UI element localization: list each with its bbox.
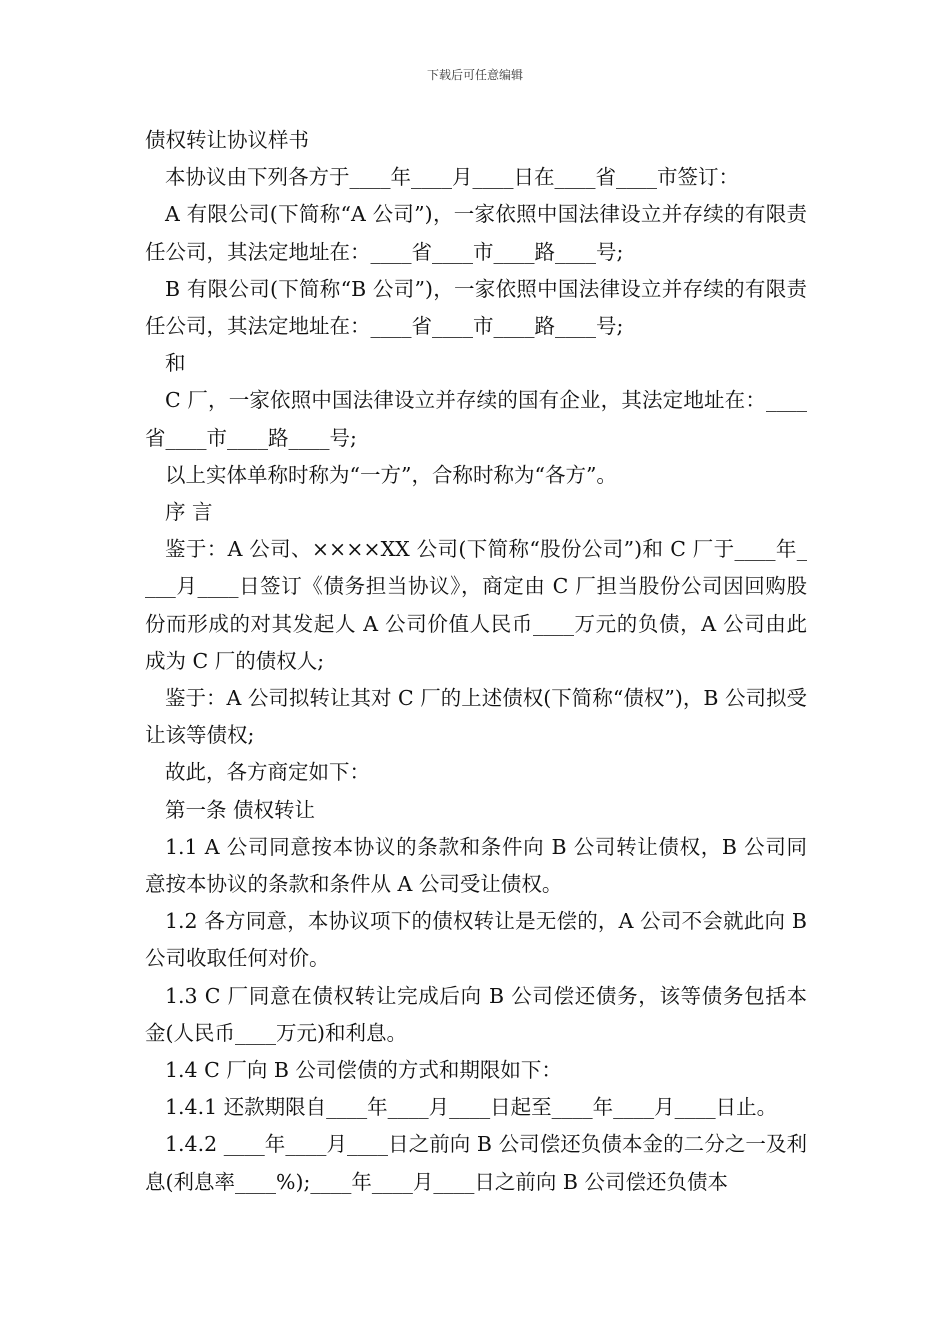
clause-1-4: 1.4 C 厂向 B 公司偿债的方式和期限如下：	[165, 1058, 562, 1083]
paragraph-party-c: C 厂，一家依照中国法律设立并存续的国有企业，其法定地址在：____省____市____路____号;	[145, 388, 807, 450]
document-title: 债权转让协议样书	[145, 128, 309, 152]
paragraph-whereas-1: 鉴于：A 公司、××××XX 公司(下简称“股份公司”)和 C 厂于____年____月____日签订《债务担当协议》，商定由 C 厂担当股份公司因回购股份而形成的对其发起人 A 公司价值人民币____万元的负债，A 公司由此成为 C 厂的债权人;	[145, 537, 807, 673]
paragraph-definitions: 以上实体单称时称为“一方”，合称时称为“各方”。	[165, 462, 617, 487]
document-body	[145, 122, 807, 1201]
page-header: 下载后可任意编辑	[426, 68, 523, 82]
paragraph-and: 和	[165, 351, 186, 376]
clause-1-2: 1.2 各方同意，本协议项下的债权转让是无偿的，A 公司不会就此向 B 公司收取任何对价。	[145, 909, 807, 971]
article-1-heading: 第一条 债权转让	[165, 797, 316, 822]
paragraph-party-b: B 有限公司(下简称“B 公司”)，一家依照中国法律设立并存续的有限责任公司，其法定地址在：____省____市____路____号;	[145, 276, 807, 339]
preamble-heading: 序 言	[165, 500, 213, 525]
clause-1-4-1: 1.4.1 还款期限自____年____月____日起至____年____月____日止。	[165, 1095, 778, 1120]
clause-1-3: 1.3 C 厂同意在债权转让完成后向 B 公司偿还债务，该等债务包括本金(人民币____万元)和利息。	[145, 983, 807, 1045]
paragraph-party-a: A 有限公司(下简称“A 公司”)，一家依照中国法律设立并存续的有限责任公司，其法定地址在：____省____市____路____号;	[145, 202, 807, 264]
clause-1-1: 1.1 A 公司同意按本协议的条款和条件向 B 公司转让债权，B 公司同意按本协议的条款和条件从 A 公司受让债权。	[145, 834, 807, 897]
clause-1-4-2: 1.4.2 ____年____月____日之前向 B 公司偿还负债本金的二分之一及利息(利息率____%);____年____月____日之前向 B 公司偿还负债本	[145, 1132, 807, 1194]
paragraph-whereas-2: 鉴于：A 公司拟转让其对 C 厂的上述债权(下简称“债权”)，B 公司拟受让该等债权;	[145, 686, 807, 748]
paragraph-agreement: 故此，各方商定如下：	[165, 760, 370, 785]
paragraph-signing: 本协议由下列各方于____年____月____日在____省____市签订：	[165, 165, 739, 190]
